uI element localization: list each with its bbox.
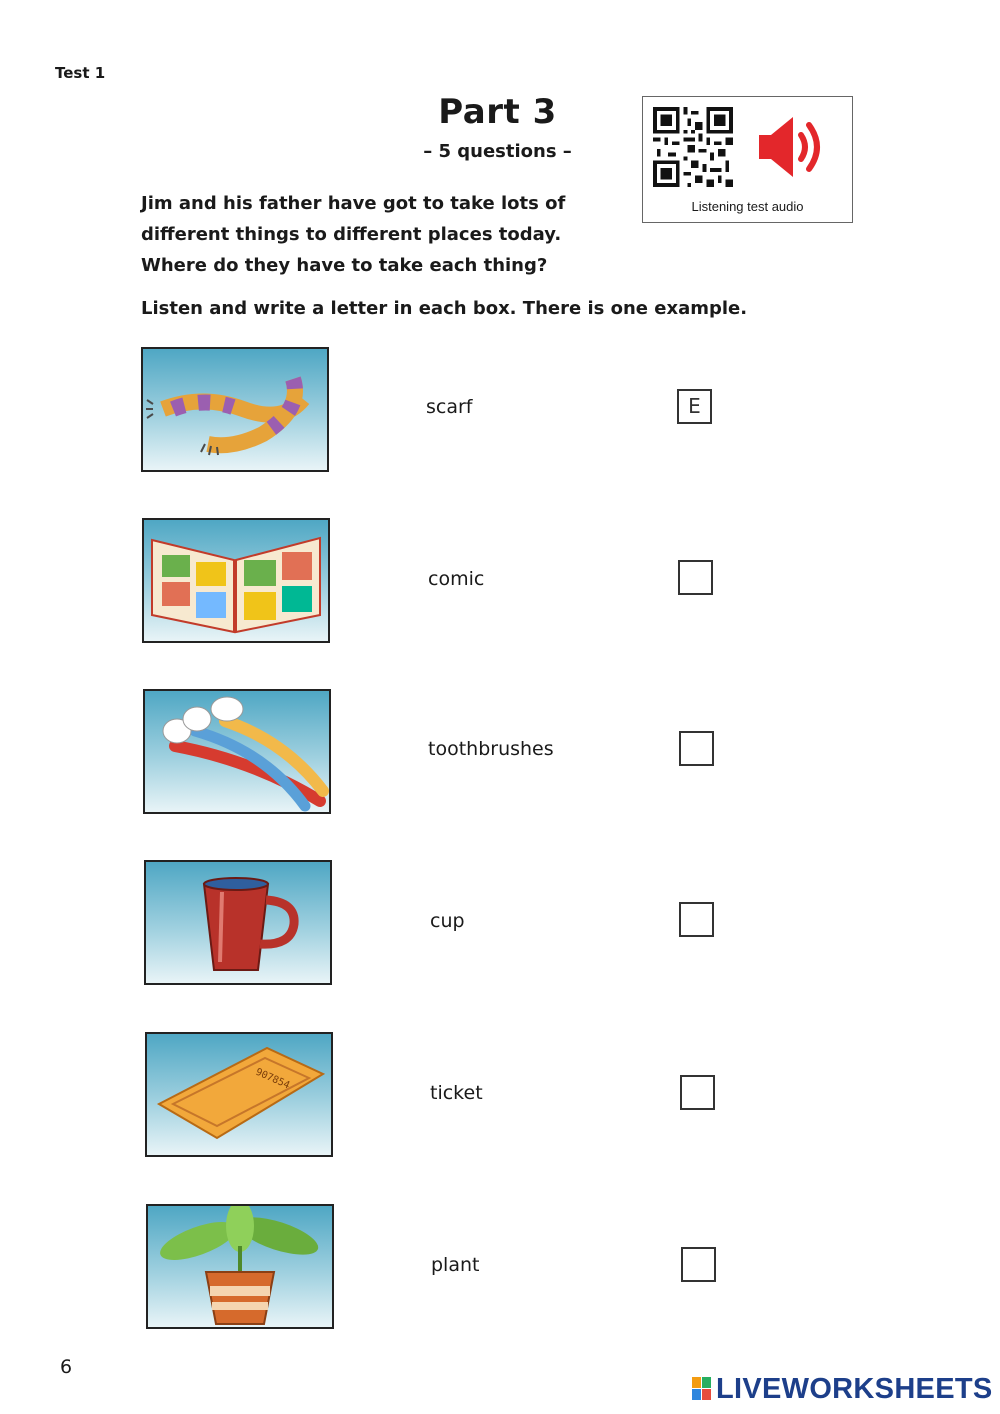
answer-box-example: E bbox=[677, 389, 712, 424]
intro-line: different things to different places today. bbox=[141, 224, 562, 245]
item-word: toothbrushes bbox=[428, 738, 554, 760]
item-word: plant bbox=[431, 1254, 480, 1276]
liveworksheets-logo bbox=[692, 1372, 993, 1406]
svg-text:907854: 907854 bbox=[253, 1066, 292, 1092]
item-word: comic bbox=[428, 568, 485, 590]
plant-picture bbox=[146, 1204, 334, 1329]
answer-box-1[interactable] bbox=[678, 560, 713, 595]
toothbrushes-picture bbox=[143, 689, 331, 814]
cup-picture bbox=[144, 860, 332, 985]
listening-audio-panel[interactable] bbox=[642, 96, 853, 223]
ticket-picture bbox=[145, 1032, 333, 1157]
intro-line: Jim and his father have got to take lots of bbox=[141, 193, 566, 214]
answer-box-4[interactable] bbox=[680, 1075, 715, 1110]
part-title: Part 3 bbox=[438, 92, 557, 132]
answer-box-5[interactable] bbox=[681, 1247, 716, 1282]
liveworksheets-icon bbox=[692, 1377, 712, 1401]
item-word: scarf bbox=[426, 396, 473, 418]
answer-box-3[interactable] bbox=[679, 902, 714, 937]
page-number: 6 bbox=[60, 1356, 73, 1378]
brand-name: LIVEWORKSHEETS bbox=[716, 1372, 993, 1405]
item-word: cup bbox=[430, 910, 465, 932]
scarf-picture bbox=[141, 347, 329, 472]
speaker-icon[interactable] bbox=[755, 111, 835, 183]
answer-box-2[interactable] bbox=[679, 731, 714, 766]
test-label: Test 1 bbox=[55, 64, 106, 82]
audio-caption: Listening test audio bbox=[691, 199, 804, 214]
comic-picture bbox=[142, 518, 330, 643]
intro-paragraph bbox=[141, 188, 631, 281]
part-subtitle: – 5 questions – bbox=[423, 141, 572, 162]
qr-code-icon bbox=[653, 107, 733, 187]
instruction-text: Listen and write a letter in each box. There is one example. bbox=[141, 298, 748, 319]
intro-line: Where do they have to take each thing? bbox=[141, 255, 548, 276]
item-word: ticket bbox=[430, 1082, 483, 1104]
